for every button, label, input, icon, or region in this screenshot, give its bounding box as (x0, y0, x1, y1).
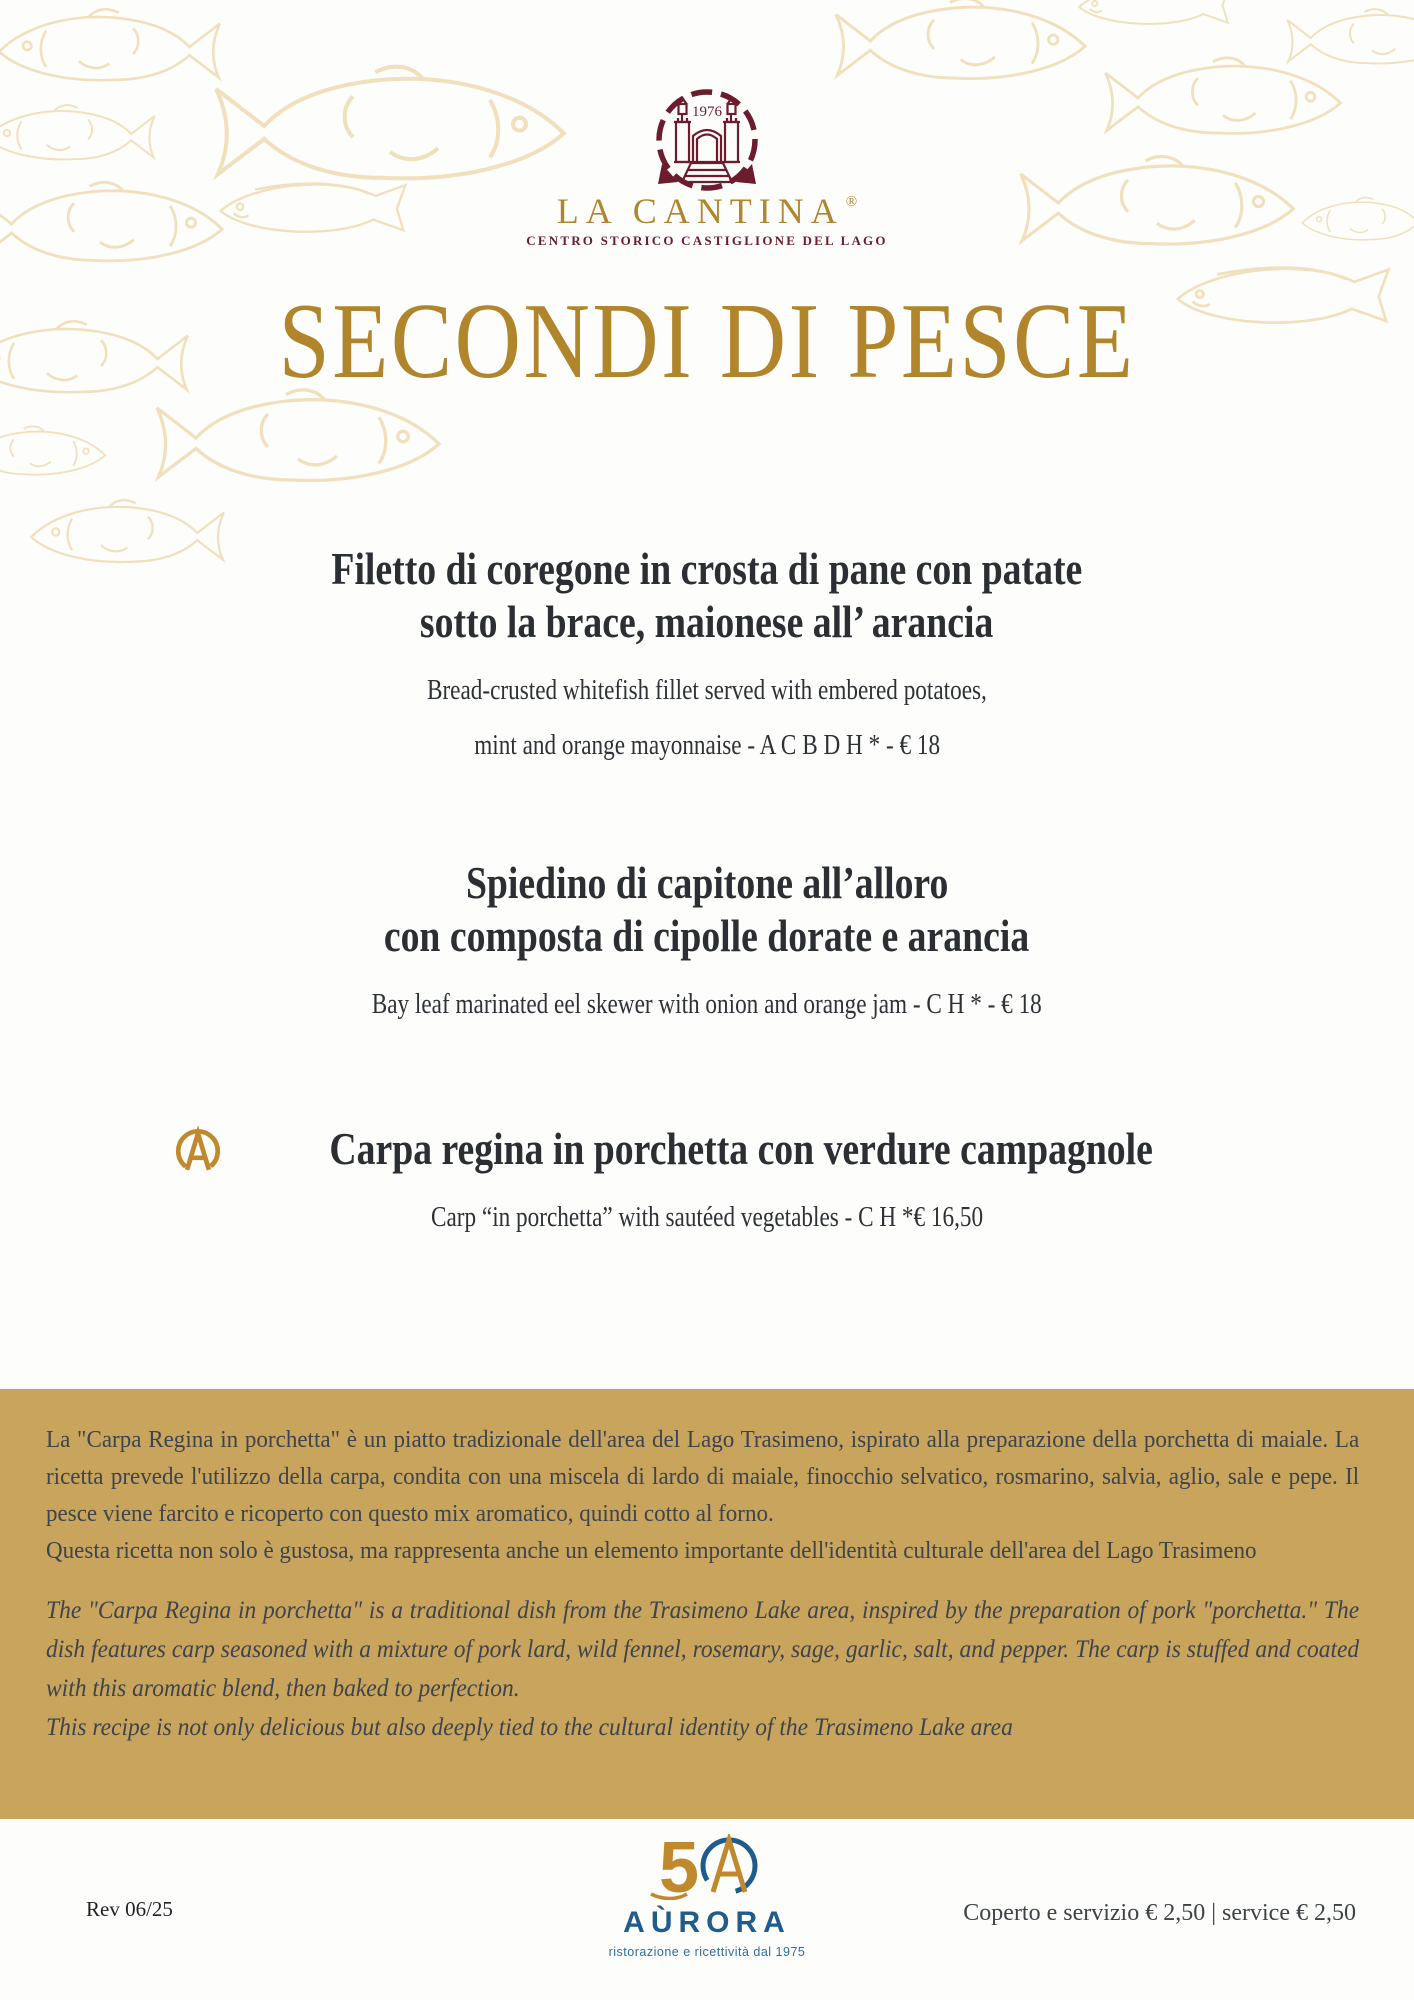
menu-item-spiedino-di-capitone (0, 856, 1414, 1032)
aurora-tagline: ristorazione e ricettività dal 1975 (608, 1945, 806, 1959)
dish-name: Spiedino di capitone all’alloro (465, 857, 949, 908)
logo-year: 1976 (692, 104, 722, 120)
svg-text:5: 5 (659, 1834, 700, 1900)
aurora-logo (0, 1834, 1414, 1959)
dish-name: con composta di cipolle dorate e arancia (384, 910, 1030, 962)
restaurant-logo (0, 50, 1414, 205)
dish-story-box (0, 1389, 1414, 1819)
brand-subtitle: CENTRO STORICO CASTIGLIONE DEL LAGO (526, 233, 888, 248)
brand-name (0, 190, 1414, 232)
dish-name: sotto la brace, maionese all’ arancia (420, 596, 994, 648)
dish-description-price: mint and orange mayonnaise - A C B D H * - € 18 (474, 728, 940, 761)
dish-name: Carpa regina in porchetta con verdure campagnole (0, 1122, 1414, 1176)
dish-description-price: Carp “in porchetta” with sautéed vegetables - C H *€ 16,50 (430, 1201, 984, 1233)
menu-item-carpa-regina (0, 1122, 1414, 1245)
story-italian-paragraph: La "Carpa Regina in porchetta" è un piatto tradizionale dell'area del Lago Trasimeno, ispirato alla preparazione della porchetta di maiale. La ricetta prevede l'utilizzo della carpa, condita con una miscela di lardo di maiale, finocchio selvatico, rosmarino, salvia, aglio, sale e pepe. Il pesce viene farcito e ricoperto con questo mix aromatico, quindi cotto al forno. (46, 1426, 1360, 1527)
story-english-paragraph: This recipe is not only delicious but also deeply tied to the cultural identity of the Trasimeno Lake area (46, 1714, 1013, 1741)
dish-name: Filetto di coregone in crosta di pane con patate (331, 543, 1083, 594)
castle-crest-icon (612, 50, 802, 200)
story-english-paragraph: The "Carpa Regina in porchetta" is a traditional dish from the Trasimeno Lake area, inspired by the preparation of pork "porchetta." The dish features carp seasoned with a mixture of pork lard, wild fennel, rosemary, sage, garlic, salt, and pepper. The carp is stuffed and coated with this aromatic blend, then baked to perfection. (46, 1597, 1360, 1702)
dish-description-price: Bay leaf marinated eel skewer with onion and orange jam - C H * - € 18 (371, 987, 1043, 1020)
registered-trademark-icon: ® (845, 194, 858, 210)
revision-label: Rev 06/25 (86, 1897, 173, 1921)
dish-description: Bread-crusted whitefish fillet served with embered potatoes, (427, 673, 987, 706)
aurora-50th-mark-icon (641, 1834, 773, 1900)
menu-item-filetto-di-coregone (0, 542, 1414, 773)
cover-charge-note: Coperto e servizio € 2,50 | service € 2,50 (963, 1900, 1356, 1926)
brand-name-text: LA CANTINA (556, 191, 844, 231)
page-title: SECONDI DI PESCE (278, 282, 1136, 401)
aurora-wordmark: AÙRORA (623, 1906, 791, 1939)
aurora-a-icon (171, 1122, 225, 1176)
story-italian-paragraph: Questa ricetta non solo è gustosa, ma rappresenta anche un elemento importante dell'identità culturale dell'area del Lago Trasimeno (46, 1537, 1257, 1564)
